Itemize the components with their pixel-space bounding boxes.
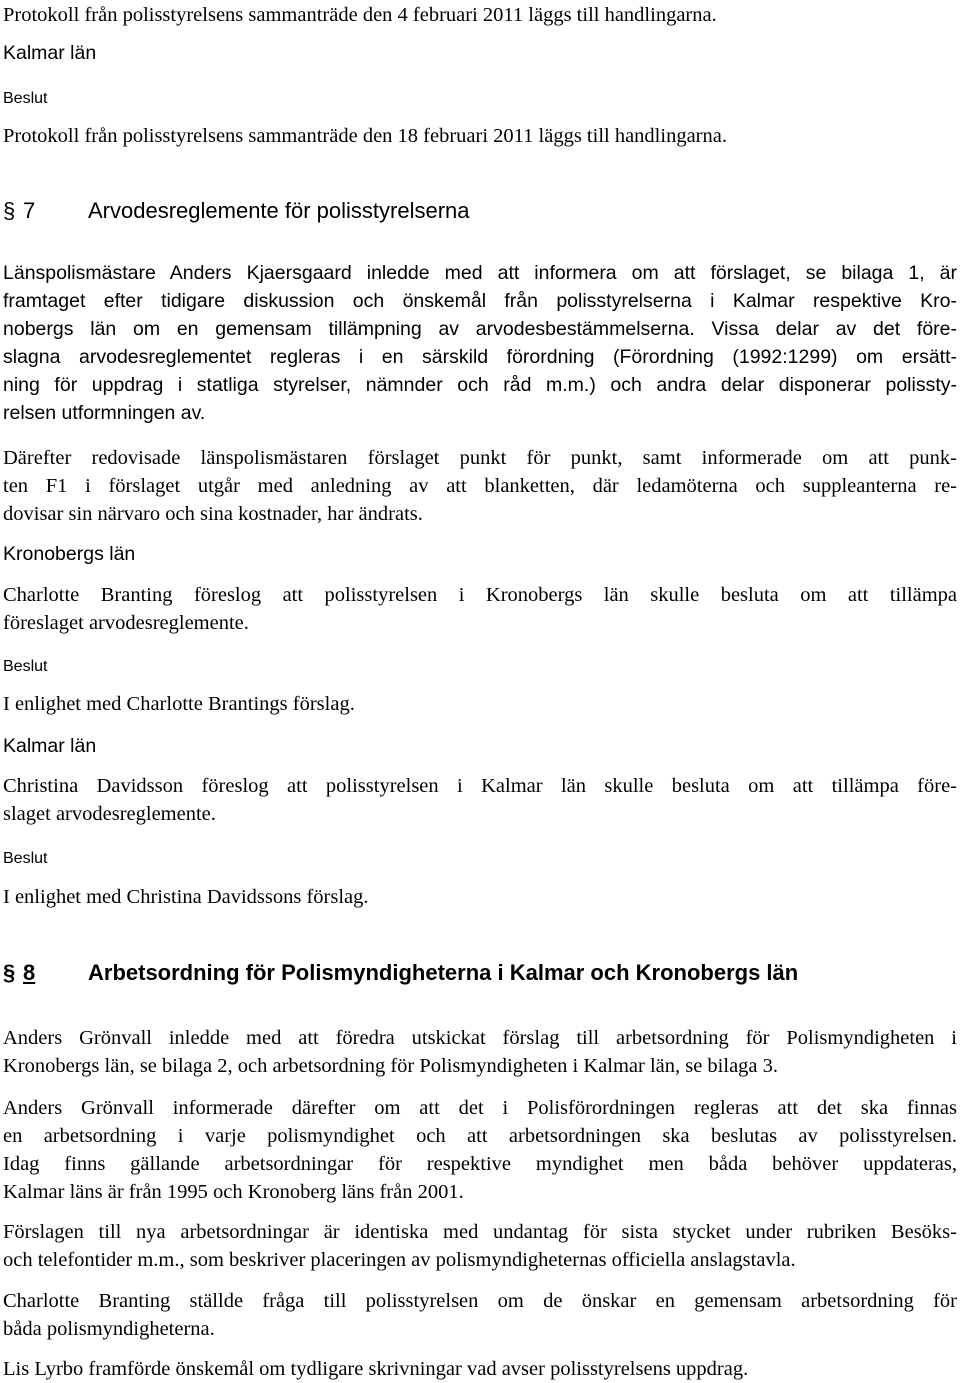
kronoberg-beslut-text: I enlighet med Charlotte Brantings förslag.: [3, 693, 355, 715]
kronoberg-heading: Kronobergs län: [3, 543, 136, 565]
s7-p2-line: ten F1 i förslaget utgår med anledning av att blanketten, där ledamöterna och suppleanterna re-: [3, 475, 957, 497]
beslut-label-top: Beslut: [3, 90, 48, 107]
s7-p1-line: nobergs län om en gemensam tillämpning av arvodesbestämmelserna. Vissa delar av det före-: [3, 318, 957, 340]
s7-p2-line: Därefter redovisade länspolismästaren förslaget punkt för punkt, samt informerade om att punk-: [3, 447, 957, 469]
s8-p2-line: en arbetsordning i varje polismyndighet och att arbetsordningen ska beslutas av polisstyrelsen.: [3, 1125, 957, 1147]
s8-p2-line: Anders Grönvall informerade därefter om att det i Polisförordningen regleras att det ska finnas: [3, 1097, 957, 1119]
s8-p2-line: Kalmar läns är från 1995 och Kronoberg läns från 2001.: [3, 1181, 464, 1203]
kalmar-heading-top: Kalmar län: [3, 42, 97, 64]
s8-p4-line: båda polismyndigheterna.: [3, 1318, 215, 1340]
kalmar-beslut-label: Beslut: [3, 850, 48, 867]
s8-p1-line: Kronobergs län, se bilaga 2, och arbetsordning för Polismyndigheten i Kalmar län, se bilaga 3.: [3, 1055, 779, 1077]
s7-p1-line: slagna arvodesreglementet regleras i en särskild förordning (Förordning (1992:1299) om ersätt-: [3, 346, 957, 368]
kalmar-beslut-text: I enlighet med Christina Davidssons förslag.: [3, 886, 369, 908]
s8-p3-line: och telefontider m.m., som beskriver placeringen av polismyndigheternas officiella anslagstavla.: [3, 1249, 796, 1271]
s8-p2-line: Idag finns gällande arbetsordningar för respektive myndighet men båda behöver uppdateras,: [3, 1153, 957, 1175]
section-title: Arvodesreglemente för polisstyrelserna: [88, 198, 470, 223]
protocol-line-2: Protokoll från polisstyrelsens sammanträde den 18 februari 2011 läggs till handlingarna.: [3, 125, 727, 147]
kronoberg-text-line: föreslaget arvodesreglemente.: [3, 612, 249, 634]
s7-p2-line: dovisar sin närvaro och sina kostnader, har ändrats.: [3, 503, 423, 525]
s7-p1-line: framtaget efter tidigare diskussion och önskemål från polisstyrelserna i Kalmar respektive Kro-: [3, 290, 957, 312]
section-number: 7: [23, 198, 36, 223]
s7-p1-line: ning för uppdrag i statliga styrelser, nämnder och råd m.m.) och andra delar disponerar polissty-: [3, 374, 957, 396]
kronoberg-text-line: Charlotte Branting föreslog att polisstyrelsen i Kronobergs län skulle besluta om att tillämpa: [3, 584, 957, 606]
s8-p5-line: Lis Lyrbo framförde önskemål om tydligare skrivningar vad avser polisstyrelsens uppdrag.: [3, 1358, 749, 1380]
paragraph-sign: §: [3, 198, 16, 223]
section-number: 8: [23, 960, 36, 985]
s8-p4-line: Charlotte Branting ställde fråga till polisstyrelsen om de önskar en gemensam arbetsordning för: [3, 1290, 957, 1312]
kalmar-text-line: Christina Davidsson föreslog att polisstyrelsen i Kalmar län skulle besluta om att tillämpa före-: [3, 775, 957, 797]
s7-p1-line: relsen utformningen av.: [3, 402, 206, 424]
s7-p1-line: Länspolismästare Anders Kjaersgaard inledde med att informera om att förslaget, se bilaga 1, är: [3, 262, 957, 284]
protocol-line-1: Protokoll från polisstyrelsens sammanträde den 4 februari 2011 läggs till handlingarna.: [3, 4, 717, 26]
kronoberg-beslut-label: Beslut: [3, 658, 48, 675]
kalmar-heading: Kalmar län: [3, 735, 97, 757]
kalmar-text-line: slaget arvodesreglemente.: [3, 803, 216, 825]
section-title: Arbetsordning för Polismyndigheterna i Kalmar och Kronobergs län: [88, 960, 799, 985]
section-7-heading: [3, 196, 470, 226]
s8-p3-line: Förslagen till nya arbetsordningar är identiska med undantag för sista stycket under rubriken Besöks-: [3, 1221, 957, 1243]
s8-p1-line: Anders Grönvall inledde med att föredra utskickat förslag till arbetsordning för Polismyndigheten i: [3, 1027, 957, 1049]
section-8-heading: [3, 958, 798, 988]
paragraph-sign: §: [3, 960, 16, 985]
